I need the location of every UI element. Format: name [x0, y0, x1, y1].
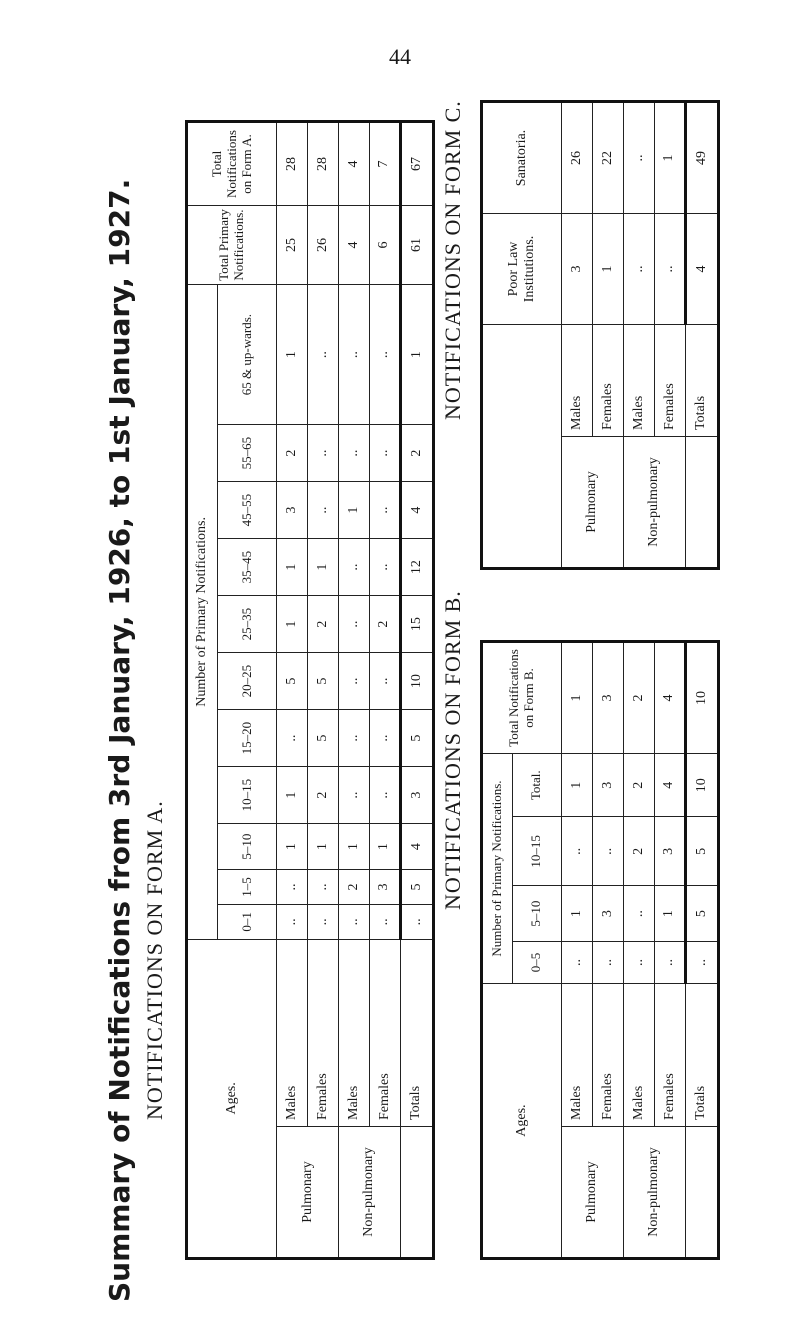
table-cell: 3 [277, 482, 308, 539]
age-col-header: 0–5 [513, 941, 562, 983]
age-col-header: 65 & up-wards. [217, 285, 277, 425]
table-cell: 1 [277, 539, 308, 596]
table-cell: 3 [592, 642, 623, 754]
table-cell: 1 [277, 824, 308, 870]
table-cell: 2 [308, 596, 339, 653]
table-cell: .. [370, 539, 401, 596]
age-col-header: 5–10 [217, 824, 277, 870]
total-primary-header: Total Primary Notifications. [187, 206, 277, 285]
table-cell: 7 [370, 122, 401, 206]
table-cell: 3 [592, 754, 623, 817]
table-cell: 4 [400, 482, 433, 539]
table-cell: .. [308, 870, 339, 905]
table-cell: 1 [277, 596, 308, 653]
table-cell: 1 [277, 767, 308, 824]
ages-header: Ages. [187, 939, 277, 1258]
row-label: Males [561, 325, 592, 437]
table-cell: 2 [339, 870, 370, 905]
table-cell: .. [370, 482, 401, 539]
row-label: Males [623, 984, 654, 1127]
table-row [339, 122, 370, 1259]
table-cell: 10 [400, 653, 433, 710]
table-cell: 5 [308, 653, 339, 710]
table-cell: 5 [685, 817, 718, 886]
table-cell: 1 [561, 754, 592, 817]
table-cell: 1 [654, 886, 685, 942]
table-row [685, 642, 718, 1259]
row-label: Males [339, 939, 370, 1126]
table-cell: 4 [339, 122, 370, 206]
category-nonpulmonary: Non-pulmonary [623, 1127, 685, 1259]
poor-law-header: Poor Law Institutions. [482, 214, 562, 325]
table-cell: .. [308, 285, 339, 425]
table-row [308, 122, 339, 1259]
table-cell: 2 [623, 754, 654, 817]
form-a-title: NOTIFICATIONS ON FORM A. [142, 800, 167, 1120]
table-cell: 28 [308, 122, 339, 206]
table-cell: 4 [685, 214, 718, 325]
table-cell: .. [308, 904, 339, 939]
form-a-table [185, 120, 435, 1260]
age-col-header: 20–25 [217, 653, 277, 710]
table-cell: 1 [308, 824, 339, 870]
row-label: Females [654, 984, 685, 1127]
table-cell: 5 [685, 886, 718, 942]
table-cell: 2 [277, 425, 308, 482]
table-cell: .. [400, 904, 433, 939]
table-cell: .. [561, 817, 592, 886]
table-cell: .. [370, 710, 401, 767]
table-cell: 2 [623, 642, 654, 754]
table-cell: .. [623, 886, 654, 942]
row-label: Females [308, 939, 339, 1126]
table-cell: 12 [400, 539, 433, 596]
table-cell: .. [277, 904, 308, 939]
table-cell: 25 [277, 206, 308, 285]
age-col-header: 45–55 [217, 482, 277, 539]
table-cell: 3 [592, 886, 623, 942]
row-label: Males [623, 325, 654, 437]
b-total-form-header: Total Notifications on Form B. [482, 642, 562, 754]
table-cell: 5 [400, 710, 433, 767]
b-total-header: Total. [513, 754, 562, 817]
table-cell: 4 [654, 754, 685, 817]
age-col-header: 10–15 [513, 817, 562, 886]
row-label: Females [370, 939, 401, 1126]
table-row [685, 102, 718, 569]
form-b-table [480, 640, 720, 1260]
table-cell: 4 [654, 642, 685, 754]
age-col-header: 55–65 [217, 425, 277, 482]
table-cell: .. [654, 214, 685, 325]
table-cell: .. [339, 285, 370, 425]
row-label: Females [592, 325, 623, 437]
form-b-title: NOTIFICATIONS ON FORM B. [440, 590, 465, 910]
row-label: Females [592, 984, 623, 1127]
table-cell: 1 [400, 285, 433, 425]
table-cell: .. [623, 941, 654, 983]
row-label: Totals [400, 939, 433, 1126]
table-cell: 49 [685, 102, 718, 214]
table-cell: 2 [308, 767, 339, 824]
age-col-header: 15–20 [217, 710, 277, 767]
age-col-header: 1–5 [217, 870, 277, 905]
table-cell: 1 [339, 824, 370, 870]
page-title: Summary of Notifications from 3rd January, 1926, to 1st January, 1927. [103, 178, 136, 1302]
table-cell: 22 [592, 102, 623, 214]
table-cell: 67 [400, 122, 433, 206]
b-primary-header: Number of Primary Notifications. [482, 754, 513, 984]
table-cell: 1 [339, 482, 370, 539]
table-row [623, 642, 654, 1259]
table-row [623, 102, 654, 569]
table-cell: .. [308, 425, 339, 482]
table-cell: .. [370, 653, 401, 710]
category-pulmonary: Pulmonary [561, 1127, 623, 1259]
table-cell: 4 [339, 206, 370, 285]
row-label: Males [277, 939, 308, 1126]
table-cell: 28 [277, 122, 308, 206]
row-label: Totals [685, 984, 718, 1127]
table-row [561, 102, 592, 569]
table-cell: 3 [370, 870, 401, 905]
table-cell: .. [370, 425, 401, 482]
row-label: Females [654, 325, 685, 437]
table-cell: 61 [400, 206, 433, 285]
table-cell: .. [561, 941, 592, 983]
page-number: 44 [389, 44, 411, 69]
table-cell: .. [654, 941, 685, 983]
category-nonpulmonary: Non-pulmonary [623, 437, 685, 569]
table-row [277, 122, 308, 1259]
table-cell: .. [277, 870, 308, 905]
table-cell: 2 [370, 596, 401, 653]
table-cell: 15 [400, 596, 433, 653]
table-cell: .. [339, 539, 370, 596]
table-cell: .. [277, 710, 308, 767]
total-form-a-header: Total Notifications on Form A. [187, 122, 277, 206]
primary-notifications-header: Number of Primary Notifications. [187, 285, 218, 940]
category-pulmonary: Pulmonary [277, 1127, 339, 1259]
table-cell: 1 [561, 642, 592, 754]
table-cell: 5 [308, 710, 339, 767]
table-cell: 5 [277, 653, 308, 710]
table-row [400, 122, 433, 1259]
table-cell: 3 [561, 214, 592, 325]
table-cell: 5 [400, 870, 433, 905]
table-cell: 3 [654, 817, 685, 886]
row-label: Males [561, 984, 592, 1127]
table-cell: .. [685, 941, 718, 983]
table-cell: 2 [400, 425, 433, 482]
table-cell: 26 [308, 206, 339, 285]
table-cell: 1 [277, 285, 308, 425]
table-cell: 4 [400, 824, 433, 870]
age-col-header: 35–45 [217, 539, 277, 596]
table-cell: 1 [561, 886, 592, 942]
age-col-header: 0–1 [217, 904, 277, 939]
table-cell: 10 [685, 754, 718, 817]
table-cell: .. [592, 817, 623, 886]
table-cell: .. [339, 653, 370, 710]
table-cell: 1 [654, 102, 685, 214]
table-cell: .. [339, 904, 370, 939]
table-cell: 6 [370, 206, 401, 285]
table-cell: 1 [308, 539, 339, 596]
category-nonpulmonary: Non-pulmonary [339, 1127, 401, 1259]
table-cell: .. [370, 904, 401, 939]
table-cell: 3 [400, 767, 433, 824]
table-cell: 2 [623, 817, 654, 886]
age-col-header: 5–10 [513, 886, 562, 942]
table-cell: .. [623, 102, 654, 214]
table-row [370, 122, 401, 1259]
table-cell: 1 [370, 824, 401, 870]
table-cell: .. [592, 941, 623, 983]
form-c-table [480, 100, 720, 570]
age-col-header: 10–15 [217, 767, 277, 824]
table-cell: 26 [561, 102, 592, 214]
table-cell: .. [339, 710, 370, 767]
row-label: Totals [685, 325, 718, 437]
table-cell: .. [339, 425, 370, 482]
category-pulmonary: Pulmonary [561, 437, 623, 569]
table-cell: 1 [592, 214, 623, 325]
table-cell: .. [370, 767, 401, 824]
table-cell: .. [623, 214, 654, 325]
table-cell: .. [339, 596, 370, 653]
table-cell: .. [308, 482, 339, 539]
b-ages-header: Ages. [482, 984, 562, 1259]
form-c-title: NOTIFICATIONS ON FORM C. [440, 100, 465, 420]
table-cell: .. [339, 767, 370, 824]
table-row [561, 642, 592, 1259]
sanatoria-header: Sanatoria. [482, 102, 562, 214]
table-cell: .. [370, 285, 401, 425]
age-col-header: 25–35 [217, 596, 277, 653]
table-cell: 10 [685, 642, 718, 754]
